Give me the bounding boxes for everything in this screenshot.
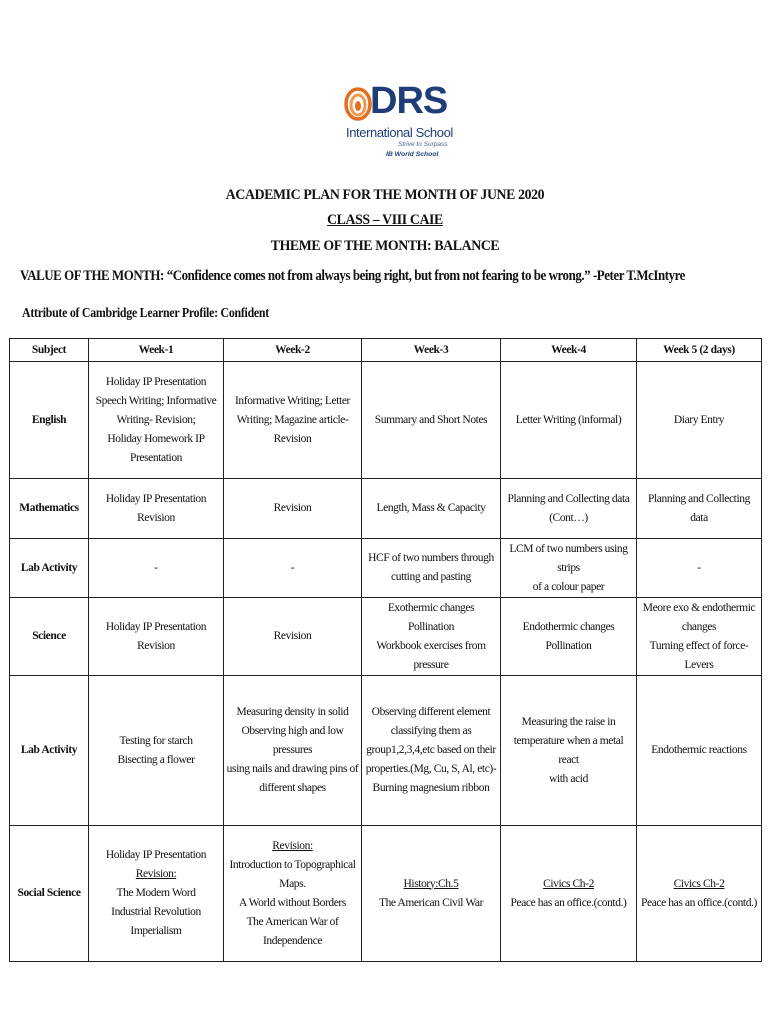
subject-cell: Mathematics [10, 479, 89, 539]
logo-tagline: Strive to Surpass [398, 141, 448, 148]
logo-ib: IB World School [386, 151, 439, 158]
subject-cell: Lab Activity [10, 539, 89, 598]
week-cell: Endothermic changes Pollination [501, 598, 637, 676]
logo-school-name: International School [346, 125, 453, 140]
week-cell: Summary and Short Notes [362, 362, 501, 479]
week-cell: Civics Ch-2 Peace has an office.(contd.) [501, 826, 637, 962]
week-cell: Revision: Introduction to Topographical Maps. A World without Borders The American War of Independence [224, 826, 362, 962]
week-cell: - [637, 539, 762, 598]
logo-brand: DRS [370, 80, 448, 122]
table-row [10, 479, 762, 539]
header-week-3: Week-3 [362, 339, 501, 362]
table-row [10, 826, 762, 962]
value-of-month: VALUE OF THE MONTH: “Confidence comes not from always being right, but from not fearing to be wrong.” -Peter T.McIntyre [20, 268, 685, 284]
week-cell: - [224, 539, 362, 598]
week-cell: Observing different element classifying them as group1,2,3,4,etc based on their properties.(Mg, Cu, S, Al, etc)- Burning magnesium ribbon [362, 676, 501, 826]
week-cell: Length, Mass & Capacity [362, 479, 501, 539]
week-cell: - [89, 539, 224, 598]
table-row [10, 539, 762, 598]
week-cell: Revision [224, 598, 362, 676]
week-cell: Holiday IP Presentation Revision [89, 598, 224, 676]
academic-plan-table [9, 338, 762, 962]
table-row [10, 676, 762, 826]
subject-cell: English [10, 362, 89, 479]
week-cell: Measuring density in solid Observing high and low pressures using nails and drawing pins of different shapes [224, 676, 362, 826]
week-cell: Testing for starch Bisecting a flower [89, 676, 224, 826]
week-cell: Informative Writing; Letter Writing; Magazine article- Revision [224, 362, 362, 479]
theme-title: THEME OF THE MONTH: BALANCE [270, 238, 500, 254]
header-week-1: Week-1 [89, 339, 224, 362]
week-cell: Holiday IP Presentation Speech Writing; Informative Writing- Revision; Holiday Homework IP Presentation [89, 362, 224, 479]
week-cell: Diary Entry [637, 362, 762, 479]
week-cell: Holiday IP Presentation Revision: The Modern Word Industrial Revolution Imperialism [89, 826, 224, 962]
week-cell: Planning and Collecting data [637, 479, 762, 539]
subject-cell: Social Science [10, 826, 89, 962]
week-cell: Endothermic reactions [637, 676, 762, 826]
week-cell: History:Ch.5 The American Civil War [362, 826, 501, 962]
week-cell: LCM of two numbers using strips of a colour paper [501, 539, 637, 598]
table-row [10, 598, 762, 676]
header-week-4: Week-4 [501, 339, 637, 362]
week-cell: Letter Writing (informal) [501, 362, 637, 479]
table-header-row [10, 339, 762, 362]
week-cell: Revision [224, 479, 362, 539]
week-cell: HCF of two numbers through cutting and pasting [362, 539, 501, 598]
week-cell: Holiday IP Presentation Revision [89, 479, 224, 539]
week-cell: Meore exo & endothermic changes Turning effect of force-Levers [637, 598, 762, 676]
subject-cell: Lab Activity [10, 676, 89, 826]
table-row [10, 362, 762, 479]
week-cell: Exothermic changes Pollination Workbook exercises from pressure [362, 598, 501, 676]
plan-title: ACADEMIC PLAN FOR THE MONTH OF JUNE 2020 [225, 187, 545, 203]
class-title: CLASS – VIII CAIE [327, 212, 443, 228]
learner-attribute: Attribute of Cambridge Learner Profile: Confident [22, 305, 269, 320]
week-cell: Civics Ch-2 Peace has an office.(contd.) [637, 826, 762, 962]
header-week-2: Week-2 [224, 339, 362, 362]
header-subject: Subject [10, 339, 89, 362]
week-cell: Planning and Collecting data (Cont…) [501, 479, 637, 539]
header-week-5: Week 5 (2 days) [637, 339, 762, 362]
school-logo [343, 80, 453, 168]
subject-cell: Science [10, 598, 89, 676]
week-cell: Measuring the raise in temperature when a metal react with acid [501, 676, 637, 826]
